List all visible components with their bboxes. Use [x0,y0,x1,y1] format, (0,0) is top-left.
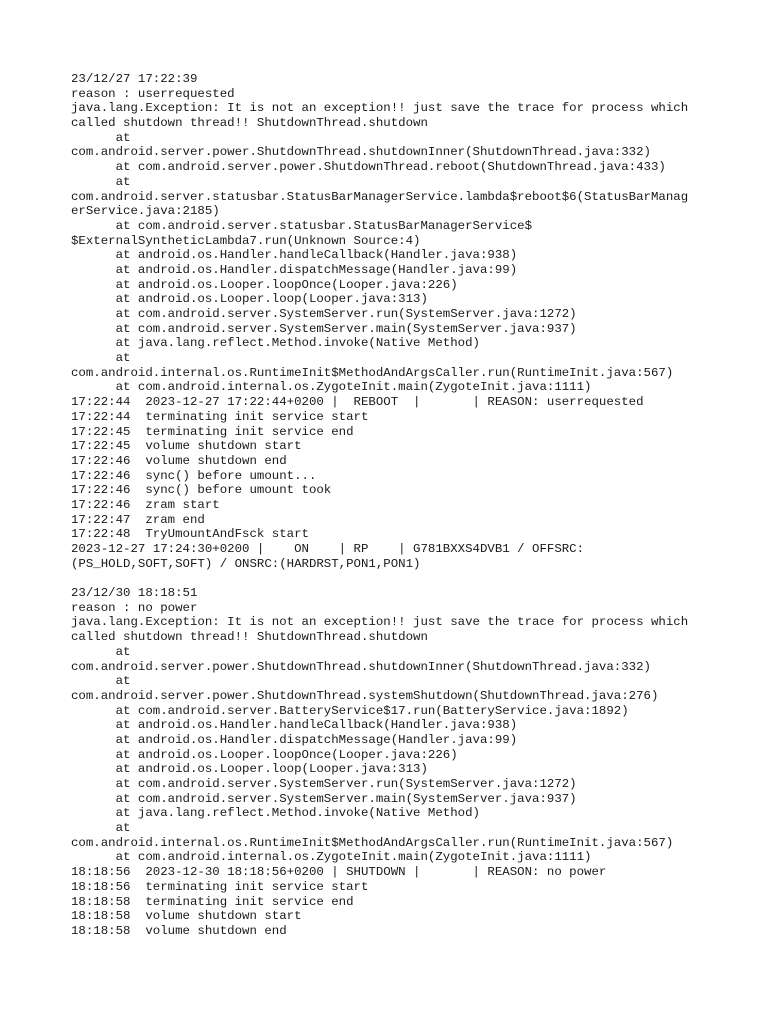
log-line: at android.os.Looper.loop(Looper.java:313) [71,292,428,307]
log-line: com.android.server.statusbar.StatusBarManagerService.lambda$reboot$6(StatusBarManag [71,189,689,204]
log-line: 17:22:47 zram end [71,512,205,527]
log-line: java.lang.Exception: It is not an exception!! just save the trace for process which [71,615,689,630]
log-line: at java.lang.reflect.Method.invoke(Native Method) [71,806,480,821]
log-line: 18:18:58 volume shutdown end [71,923,287,938]
log-line: 23/12/30 18:18:51 [71,586,198,601]
log-line: at [71,130,131,145]
log-line: at android.os.Looper.loopOnce(Looper.java:226) [71,277,458,292]
log-line: 17:22:45 volume shutdown start [71,439,302,454]
log-line: at android.os.Handler.handleCallback(Handler.java:938) [71,718,518,733]
log-line: com.android.internal.os.RuntimeInit$MethodAndArgsCaller.run(RuntimeInit.java:567) [71,365,674,380]
log-line: at com.android.server.SystemServer.main(SystemServer.java:937) [71,791,577,806]
log-line: com.android.server.power.ShutdownThread.shutdownInner(ShutdownThread.java:332) [71,659,651,674]
log-line: at android.os.Looper.loopOnce(Looper.java:226) [71,747,458,762]
log-line: erService.java:2185) [71,204,220,219]
log-line: com.android.internal.os.RuntimeInit$MethodAndArgsCaller.run(RuntimeInit.java:567) [71,835,674,850]
log-line: 17:22:46 volume shutdown end [71,453,287,468]
log-line: at com.android.internal.os.ZygoteInit.main(ZygoteInit.java:1111) [71,850,592,865]
log-text [71,72,711,939]
log-line: 18:18:56 2023-12-30 18:18:56+0200 | SHUTDOWN | | REASON: no power [71,865,607,880]
log-line: 17:22:46 zram start [71,497,220,512]
blank-line [71,571,711,586]
log-line: 18:18:58 terminating init service end [71,894,354,909]
log-line: com.android.server.power.ShutdownThread.systemShutdown(ShutdownThread.java:276) [71,688,659,703]
log-line: at android.os.Looper.loop(Looper.java:313) [71,762,428,777]
log-line: 18:18:58 volume shutdown start [71,909,302,924]
log-line: at com.android.server.SystemServer.main(SystemServer.java:937) [71,321,577,336]
log-line: 17:22:48 TryUmountAndFsck start [71,527,309,542]
log-line: at [71,174,131,189]
log-line: 17:22:46 sync() before umount took [71,483,332,498]
log-line: 23/12/27 17:22:39 [71,72,198,86]
log-line: 17:22:46 sync() before umount... [71,468,317,483]
log-line: com.android.server.power.ShutdownThread.shutdownInner(ShutdownThread.java:332) [71,145,651,160]
log-line: reason : no power [71,600,198,615]
log-line: at android.os.Handler.dispatchMessage(Handler.java:99) [71,262,518,277]
log-line: at [71,351,131,366]
log-line: 17:22:44 2023-12-27 17:22:44+0200 | REBOOT | | REASON: userrequested [71,395,644,410]
log-line: at [71,821,131,836]
log-line: 17:22:44 terminating init service start [71,409,369,424]
log-line: 17:22:45 terminating init service end [71,424,354,439]
log-line: at android.os.Handler.dispatchMessage(Handler.java:99) [71,732,518,747]
log-line: 18:18:56 terminating init service start [71,879,369,894]
log-line: called shutdown thread!! ShutdownThread.shutdown [71,116,428,131]
log-line: at [71,644,131,659]
log-line: at com.android.server.SystemServer.run(SystemServer.java:1272) [71,777,577,791]
log-line: (PS_HOLD,SOFT,SOFT) / ONSRC:(HARDRST,PON1,PON1) [71,556,421,571]
log-line: at com.android.server.BatteryService$17.run(BatteryService.java:1892) [71,703,629,718]
log-line: java.lang.Exception: It is not an exception!! just save the trace for process which [71,101,689,116]
log-line: $ExternalSyntheticLambda7.run(Unknown Source:4) [71,233,421,248]
log-line: at com.android.server.statusbar.StatusBarManagerService$ [71,218,533,233]
log-line: at com.android.server.power.ShutdownThread.reboot(ShutdownThread.java:433) [71,160,666,175]
log-line: at java.lang.reflect.Method.invoke(Native Method) [71,336,480,351]
log-line: at [71,674,131,689]
log-line: at com.android.server.SystemServer.run(SystemServer.java:1272) [71,307,577,321]
log-line: at com.android.internal.os.ZygoteInit.main(ZygoteInit.java:1111) [71,380,592,395]
log-line: called shutdown thread!! ShutdownThread.shutdown [71,630,428,645]
log-line: reason : userrequested [71,86,235,101]
log-line: 2023-12-27 17:24:30+0200 | ON | RP | G781BXXS4DVB1 / OFFSRC: [71,542,585,556]
log-line: at android.os.Handler.handleCallback(Handler.java:938) [71,248,518,263]
